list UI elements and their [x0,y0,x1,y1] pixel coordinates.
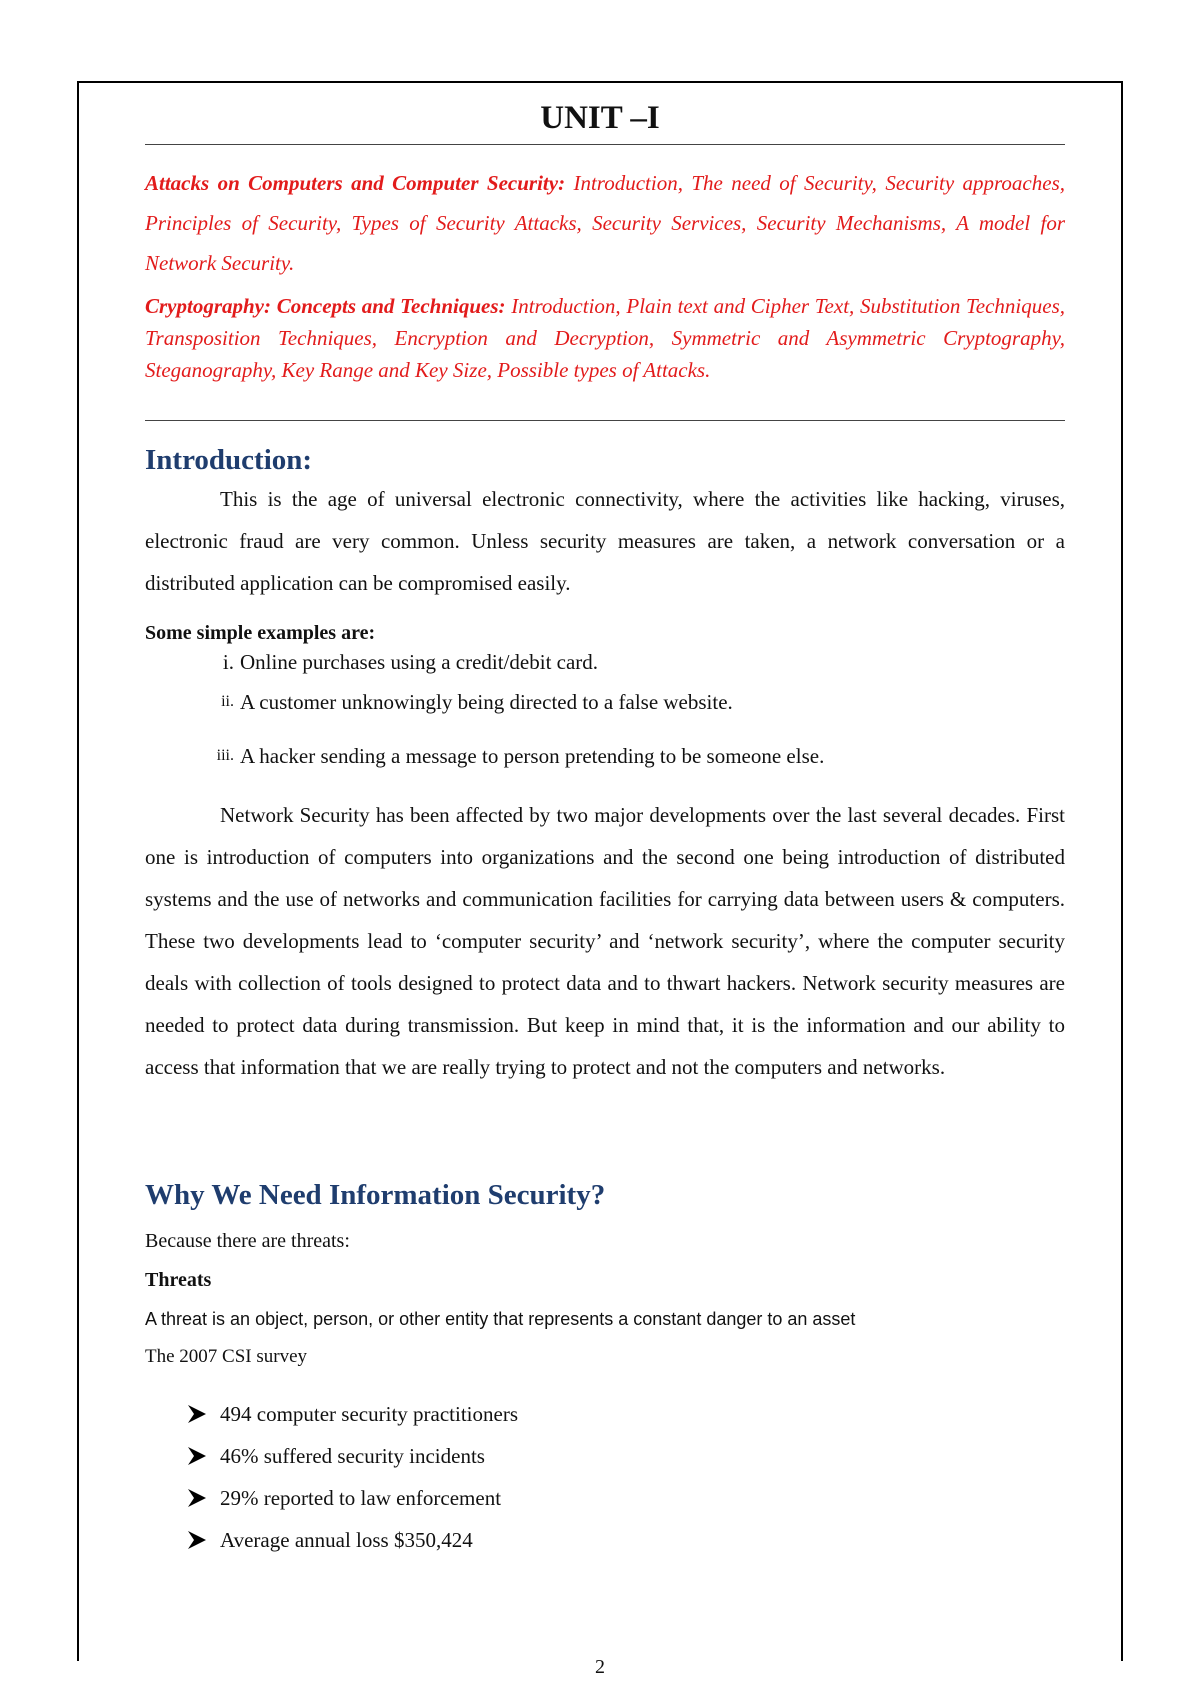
arrow-bullet-icon [186,1445,208,1467]
list-item: 494 computer security practitioners [220,1393,518,1435]
syllabus-block-2 [145,290,1065,386]
why-intro: Because there are threats: [145,1230,350,1252]
introduction-section [145,440,1065,604]
examples-list [216,645,825,779]
list-item: i. Online purchases using a credit/debit card. [222,650,599,674]
arrow-bullet-icon [186,1529,208,1551]
page-number: 2 [595,1656,605,1678]
list-item: 46% suffered security incidents [220,1435,518,1477]
survey-bullets [220,1393,518,1561]
arrow-bullet-icon [186,1487,208,1509]
syllabus-block-1 [145,163,1065,283]
why-heading: Why We Need Information Security? [145,1179,606,1211]
bottom-divider [145,420,1065,421]
list-item: ii. A customer unknowingly being directed to a false website. [221,690,733,714]
network-security-paragraph: Network Security has been affected by two major developments over the last several decades. First one is introduction of computers into organizations and the second one being introduction of distributed systems and the use of networks and communication facilities for carrying data between users & computers. These two developments lead to ‘computer security’ and ‘network security’, where the computer security deals with collection of tools designed to protect data and to thwart hackers. Network security measures are needed to protect data during transmission. But keep in mind that, it is the information and our ability to access that information that we are really trying to protect and not the computers and networks. [145,803,1065,1079]
syllabus-title-2: Cryptography: Concepts and Techniques: [145,294,506,318]
introduction-heading: Introduction: [145,444,313,476]
threats-heading: Threats [145,1269,212,1291]
syllabus-text-2: Introduction, Plain text and Cipher Text, Substitution Techniques, Transposition Techniques, Encryption and Decryption, Symmetric and Asymmetric Cryptography, Steganography, Key Range and Key Size, Possible types of Attacks. [145,294,1065,382]
list-item: iii. A hacker sending a message to person pretending to be someone else. [216,744,825,768]
survey-title: The 2007 CSI survey [145,1346,308,1367]
list-item: 29% reported to law enforcement [220,1477,518,1519]
arrow-bullet-icon [186,1403,208,1425]
unit-title: UNIT –I [540,100,660,136]
syllabus-title-1: Attacks on Computers and Computer Security: [145,171,566,195]
top-divider [145,144,1065,145]
introduction-paragraph: This is the age of universal electronic connectivity, where the activities like hacking, viruses, electronic fraud are very common. Unless security measures are taken, a network conversation or a distributed application can be compromised easily. [145,487,1065,595]
threat-definition: A threat is an object, person, or other entity that represents a constant danger to an asset [145,1309,856,1329]
why-section [145,1175,1065,1377]
syllabus-text-1: Introduction, The need of Security, Security approaches, Principles of Security, Types of Security Attacks, Security Services, Security Mechanisms, A model for Network Security. [145,171,1065,275]
examples-heading: Some simple examples are: [145,622,376,644]
list-item: Average annual loss $350,424 [220,1519,518,1561]
